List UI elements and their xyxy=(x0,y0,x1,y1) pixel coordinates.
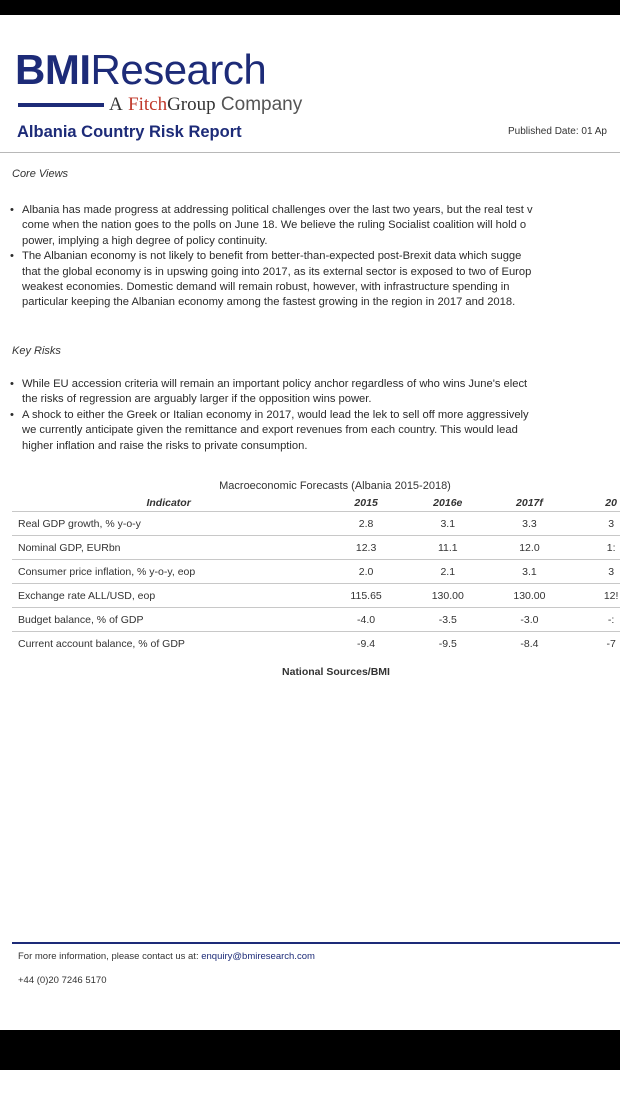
footer-divider xyxy=(12,942,620,944)
table-cell: 3 xyxy=(570,512,620,536)
table-cell: -8.4 xyxy=(520,637,539,650)
table-cell: Consumer price inflation, % y-o-y, eop xyxy=(12,560,325,584)
table-cell: 12.3 xyxy=(325,536,407,560)
footer-phone: +44 (0)20 7246 5170 xyxy=(18,975,107,986)
forecast-table-title: Macroeconomic Forecasts (Albania 2015-2018) xyxy=(219,480,451,492)
table-cell: -3.0 xyxy=(489,608,571,632)
column-header-2015: 2015 xyxy=(325,495,407,512)
table-source-note: National Sources/BMI xyxy=(282,666,390,678)
table-cell: -9.4 xyxy=(357,637,376,650)
column-header-2016e: 2016e xyxy=(407,495,489,512)
table-cell: 3.1 xyxy=(407,512,489,536)
document-page xyxy=(0,15,620,1030)
table-cell: 115.65 xyxy=(325,584,407,608)
table-cell: 2.0 xyxy=(325,560,407,584)
contact-email-link[interactable]: enquiry@bmiresearch.com xyxy=(201,951,315,962)
table-cell: 12.0 xyxy=(489,536,571,560)
table-row xyxy=(12,608,620,632)
key-risks-heading: Key Risks xyxy=(12,345,61,357)
published-date: Published Date: 01 Ap xyxy=(508,126,607,137)
table-cell: -4.0 xyxy=(325,608,407,632)
column-header-indicator: Indicator xyxy=(12,495,325,512)
table-cell: Current account balance, % of GDP xyxy=(18,637,185,650)
column-header-2018: 20 xyxy=(570,495,620,512)
report-title: Albania Country Risk Report xyxy=(17,123,242,141)
table-header-row xyxy=(12,495,620,512)
logo-bmi-text: BMI xyxy=(15,46,91,93)
key-risks-list xyxy=(10,377,620,454)
table-cell: 1: xyxy=(570,536,620,560)
table-cell: 2.1 xyxy=(407,560,489,584)
table-cell: Exchange rate ALL/USD, eop xyxy=(12,584,325,608)
table-cell: 130.00 xyxy=(407,584,489,608)
table-cell: 2.8 xyxy=(325,512,407,536)
header-divider xyxy=(0,152,620,153)
table-row xyxy=(12,632,620,656)
column-header-2017f: 2017f xyxy=(489,495,571,512)
bmi-research-logo xyxy=(15,46,303,115)
table-cell: Real GDP growth, % y-o-y xyxy=(12,512,325,536)
list-item: • While EU accession criteria will remain an important policy anchor regardless of who wins June's elect the risks of regression are arguably larger if the opposition wins power. xyxy=(10,378,528,406)
table-cell: 130.00 xyxy=(489,584,571,608)
table-cell: -7 xyxy=(606,637,616,650)
table-cell: -3.5 xyxy=(407,608,489,632)
table-cell: Budget balance, % of GDP xyxy=(12,608,325,632)
table-cell: Nominal GDP, EURbn xyxy=(12,536,325,560)
table-cell: 12! xyxy=(570,584,620,608)
top-black-bar xyxy=(0,0,620,15)
table-cell: 11.1 xyxy=(407,536,489,560)
logo-research-text: Research xyxy=(90,46,267,93)
list-item: • The Albanian economy is not likely to benefit from better-than-expected post-Brexit data which sugge that the global economy is in upswing going into 2017, as its external sector is exposed to two of Europ weakest economies. Domestic demand will remain robust, however, with infrastructure spending in particular keeping the Albanian economy among the fastest growing in the region in 2017 and 2018. xyxy=(10,250,532,309)
list-item: • A shock to either the Greek or Italian economy in 2017, would lead the lek to sell off more aggressively we currently anticipate given the remittance and export revenues from each country. This would lead higher inflation and raise the risks to private consumption. xyxy=(10,408,529,452)
table-cell: 3 xyxy=(570,560,620,584)
logo-rule xyxy=(18,103,104,107)
table-row xyxy=(12,560,620,584)
table-row xyxy=(12,584,620,608)
table-row xyxy=(12,536,620,560)
table-cell: 3.1 xyxy=(489,560,571,584)
core-views-list xyxy=(10,203,620,311)
bottom-black-bar xyxy=(0,1030,620,1070)
forecast-table xyxy=(12,495,620,655)
footer-contact: For more information, please contact us at: enquiry@bmiresearch.com xyxy=(18,951,315,962)
table-row xyxy=(12,512,620,536)
list-item: • Albania has made progress at addressing political challenges over the last two years, but the real test v come when the nation goes to the polls on June 18. We believe the ruling Socialist coalition will hold o power, implying a high degree of policy continuity. xyxy=(10,204,533,247)
core-views-heading: Core Views xyxy=(12,168,69,180)
table-cell: 3.3 xyxy=(489,512,571,536)
table-cell: -9.5 xyxy=(438,637,457,650)
table-cell: -: xyxy=(570,608,620,632)
fitch-group-tagline: A FitchGroup Company xyxy=(109,94,303,115)
